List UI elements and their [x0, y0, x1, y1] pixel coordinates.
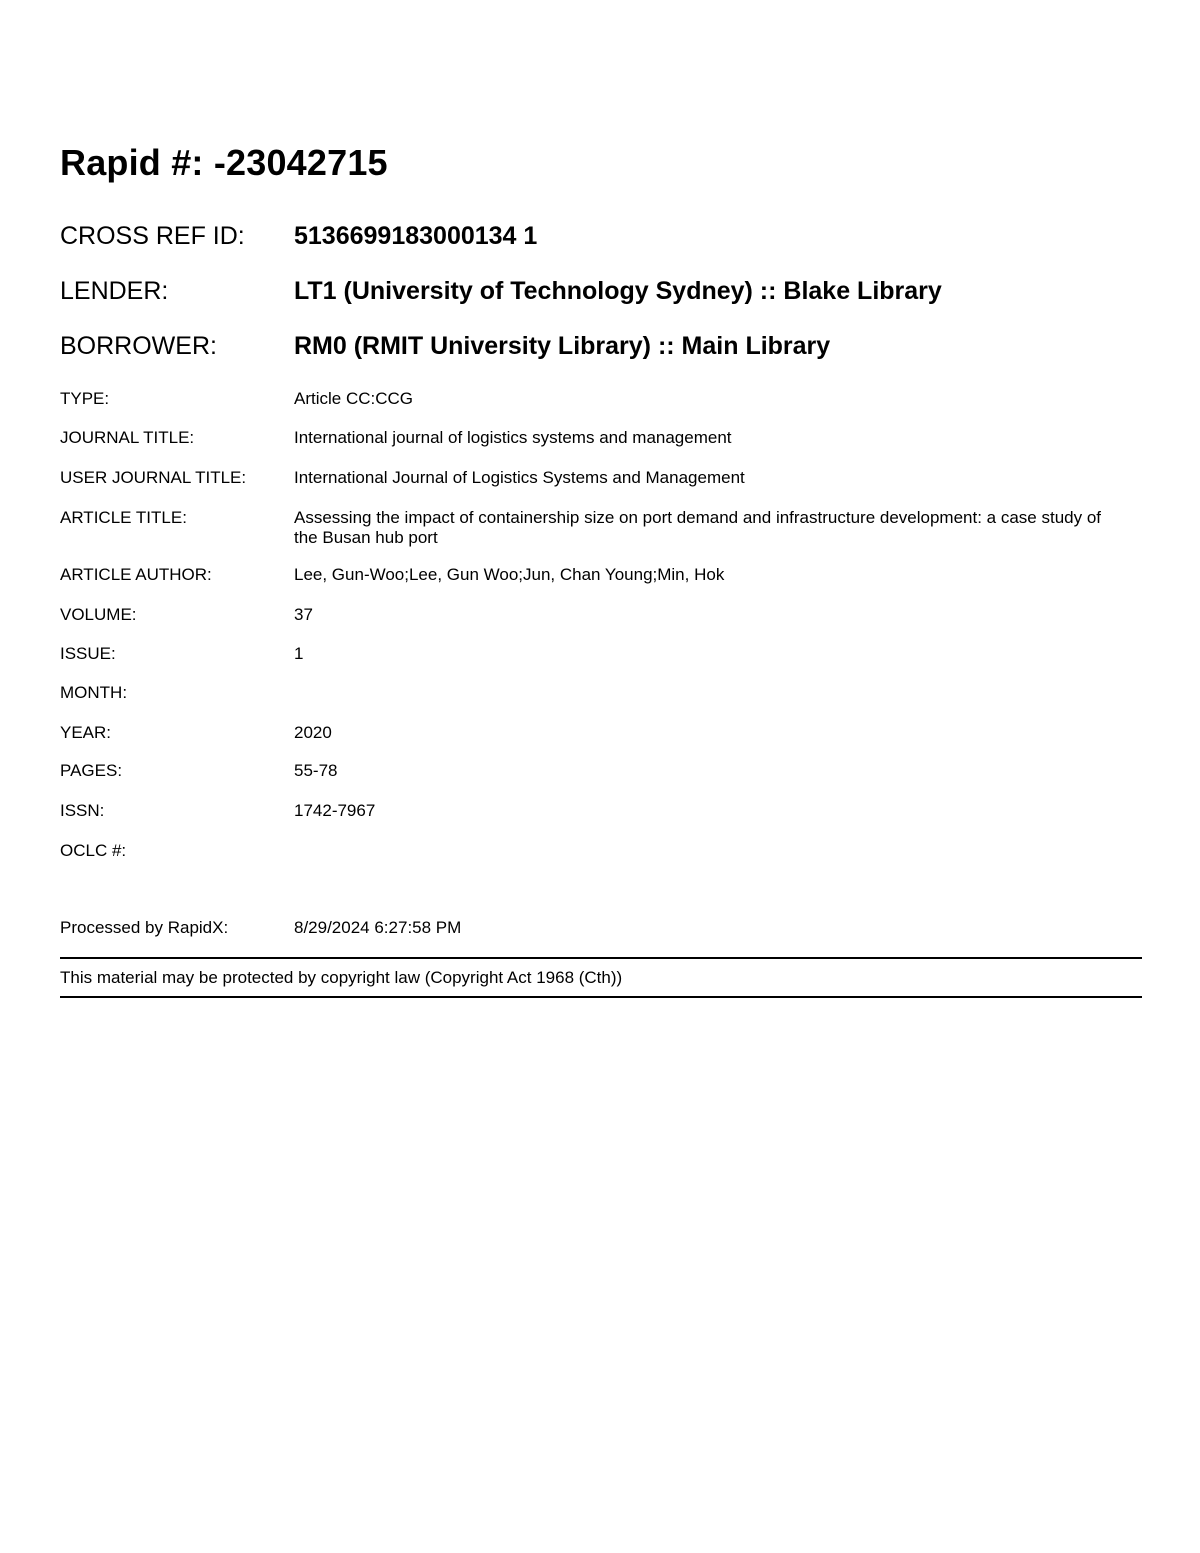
copyright-notice: This material may be protected by copyright law (Copyright Act 1968 (Cth)): [60, 968, 623, 987]
processed-label: Processed by RapidX:: [60, 918, 229, 937]
month-label: MONTH:: [60, 683, 128, 702]
issn-label: ISSN:: [60, 801, 105, 820]
journal-title-value: International journal of logistics systems and management: [294, 428, 732, 447]
borrower-value: RM0 (RMIT University Library) :: Main Library: [294, 332, 831, 360]
volume-value: 37: [294, 605, 313, 624]
lender-value: LT1 (University of Technology Sydney) :: Blake Library: [294, 277, 942, 305]
user-journal-title-label: USER JOURNAL TITLE:: [60, 468, 247, 487]
processed-value: 8/29/2024 6:27:58 PM: [294, 918, 462, 937]
oclc-label: OCLC #:: [60, 841, 127, 860]
borrower-label: BORROWER:: [60, 332, 217, 360]
rapid-number-title: Rapid #: -23042715: [60, 142, 388, 183]
cross-ref-value: 5136699183000134 1: [294, 222, 538, 250]
bottom-divider: [60, 996, 1142, 998]
type-value: Article CC:CCG: [294, 389, 414, 408]
top-divider: [60, 957, 1142, 959]
year-label: YEAR:: [60, 723, 112, 742]
volume-label: VOLUME:: [60, 605, 137, 624]
user-journal-title-value: International Journal of Logistics Systems and Management: [294, 468, 745, 487]
type-label: TYPE:: [60, 389, 110, 408]
year-value: 2020: [294, 723, 332, 742]
cross-ref-label: CROSS REF ID:: [60, 222, 245, 250]
article-title-label: ARTICLE TITLE:: [60, 508, 187, 527]
pages-label: PAGES:: [60, 761, 123, 780]
article-author-label: ARTICLE AUTHOR:: [60, 565, 212, 584]
issue-value: 1: [294, 644, 304, 663]
pages-value: 55-78: [294, 761, 338, 780]
issue-label: ISSUE:: [60, 644, 116, 663]
lender-label: LENDER:: [60, 277, 169, 305]
article-title-value: Assessing the impact of containership size on port demand and infrastructure development: a case study of the Busan hub port: [294, 508, 1102, 547]
article-author-value: Lee, Gun-Woo;Lee, Gun Woo;Jun, Chan Young;Min, Hok: [294, 565, 725, 584]
issn-value: 1742-7967: [294, 801, 376, 820]
journal-title-label: JOURNAL TITLE:: [60, 428, 195, 447]
